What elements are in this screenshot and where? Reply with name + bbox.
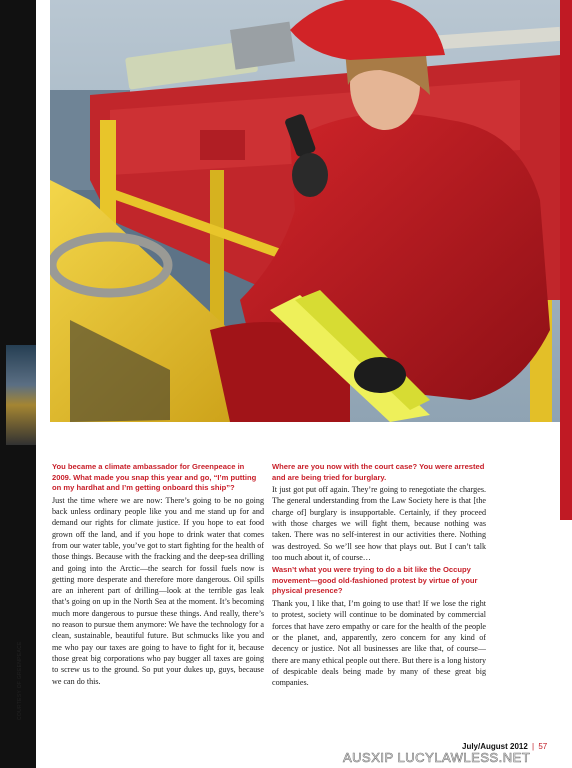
left-column xyxy=(52,462,264,689)
question: Where are you now with the court case? You were arrested and are being tried for burglary. xyxy=(272,462,485,482)
answer: Just the time where we are now: There’s going to be no going back unless ordinary people like you and me stand up for and demand our rights for climate justice. If you hope to eat food grown off the land, and if you hope to drink water that comes from our water table, you’ve got to start fighting for the health of those things. Because with the fracking and the deep-sea drilling and going into the Arctic—the search for fossil fuels now is getting more desperate and therefore more dangerous. Oil spills are an inherent part of drilling—look at the terrible gas leak that’s going on up in the North Sea at the moment. It’s becoming much more dangerous to pursue these things. And really, there’s no reason to pursue them anymore: We have the technology for a clean, sustainable, beautiful future. But schmucks like you and me who pay our taxes are going to have to fight for it, because those great big corporations who pay bugger all taxes are going to screw us to the ground. So put your dukes up, guys, because we can do this. xyxy=(52,495,264,686)
question: You became a climate ambassador for Greenpeace in 2009. What made you snap this year and go, “I’m putting on my hardhat and I’m getting onboard this ship”? xyxy=(52,462,257,493)
right-column xyxy=(272,462,486,690)
issue-date: July/August 2012 xyxy=(462,742,528,751)
page-number: 57 xyxy=(538,742,548,751)
watermark: AUSXIP LUCYLAWLESS.NET xyxy=(343,750,531,765)
photo-credit: COURTESY OF GREENPEACE xyxy=(17,641,23,720)
answer: Thank you, I like that, I’m going to use that! If we lose the right to protest, society will continue to be dominated by commercial forces that have zero empathy or care for the health of the people or the planet, and, apparently, zero concern for any kind of decency or justice. Not all businesses are like that, of course—there are many ethical people out there. But there is a long history of despicable deals being made by many of these great big companies. xyxy=(272,599,486,688)
answer: It just got put off again. They’re going to renegotiate the charges. The general understanding from the Law Society here is that [the charge of] burglary is insupportable. Certainly, if they proceed with those charges we will fight them, because nothing was taken. There was no self-interest in our activities there. Nothing was destroyed. So we’ll see how that plays out. But I can’t talk too much about it, of course… xyxy=(272,485,486,562)
edge-accent-bar xyxy=(560,0,572,520)
question: Wasn’t what you were trying to do a bit like the Occupy movement—good old-fashioned protest by virtue of your physical presence? xyxy=(272,565,478,596)
feature-photo xyxy=(50,0,560,422)
footer-separator: | xyxy=(532,742,535,751)
